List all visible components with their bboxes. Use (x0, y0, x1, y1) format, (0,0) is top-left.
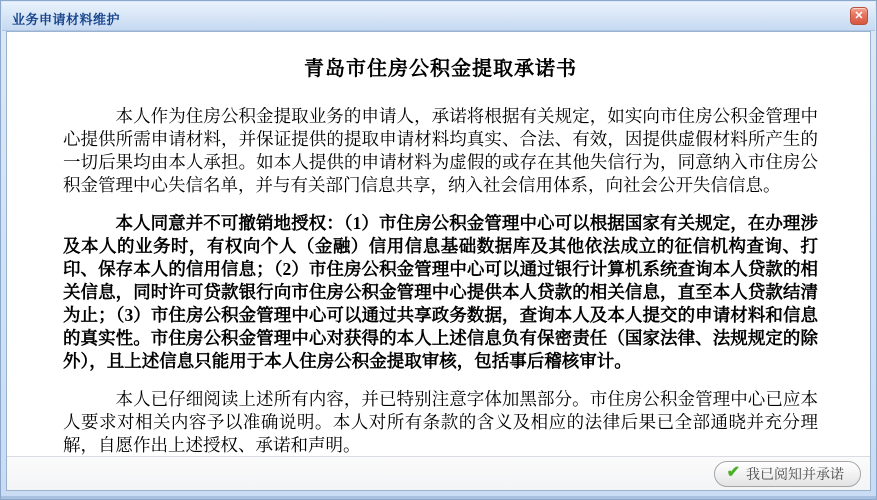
confirm-button[interactable] (714, 461, 861, 487)
document-paragraph: 本人作为住房公积金提取业务的申请人，承诺将根据有关规定，如实向市住房公积金管理中心提供所需申请材料，并保证提供的提取申请材料均真实、合法、有效，因提供虚假材料所产生的一切后果均由本人承担。如本人提供的申请材料为虚假的或存在其他失信行为，同意纳入市住房公积金管理中心失信名单，并与有关部门信息共享，纳入社会信用体系，向社会公开失信信息。 (63, 106, 818, 195)
window-titlebar[interactable] (2, 2, 875, 31)
check-icon: ✔ (726, 463, 740, 481)
close-button[interactable]: ✕ (850, 7, 868, 25)
footer-toolbar (7, 456, 870, 490)
document-paragraph: 本人已仔细阅读上述所有内容，并已特别注意字体加黑部分。市住房公积金管理中心已应本人要求对相关内容予以准确说明。本人对所有条款的含义及相应的法律后果已全部通晓并充分理解，自愿作出上述授权、承诺和声明。 (63, 389, 818, 455)
document-paragraph-bold: 本人同意并不可撤销地授权：（1）市住房公积金管理中心可以根据国家有关规定，在办理涉及本人的业务时，有权向个人（金融）信用信息基础数据库及其他依法成立的征信机构查询、打印、保存本人的信用信息；（2）市住房公积金管理中心可以通过银行计算机系统查询本人贷款的相关信息，同时许可贷款银行向市住房公积金管理中心提供本人贷款的相关信息，直至本人贷款结清为止；（3）市住房公积金管理中心可以通过共享政务数据，查询本人及本人提交的申请材料和信息的真实性。市住房公积金管理中心对获得的本人上述信息负有保密责任（国家法律、法规规定的除外），且上述信息只能用于本人住房公积金提取审核，包括事后稽核审计。 (63, 213, 818, 371)
confirm-button-label: 我已阅知并承诺 (746, 465, 844, 482)
dialog-body (6, 31, 871, 491)
commitment-document (7, 32, 870, 456)
window-title: 业务申请材料维护 (12, 12, 121, 27)
document-title: 青岛市住房公积金提取承诺书 (304, 58, 577, 80)
